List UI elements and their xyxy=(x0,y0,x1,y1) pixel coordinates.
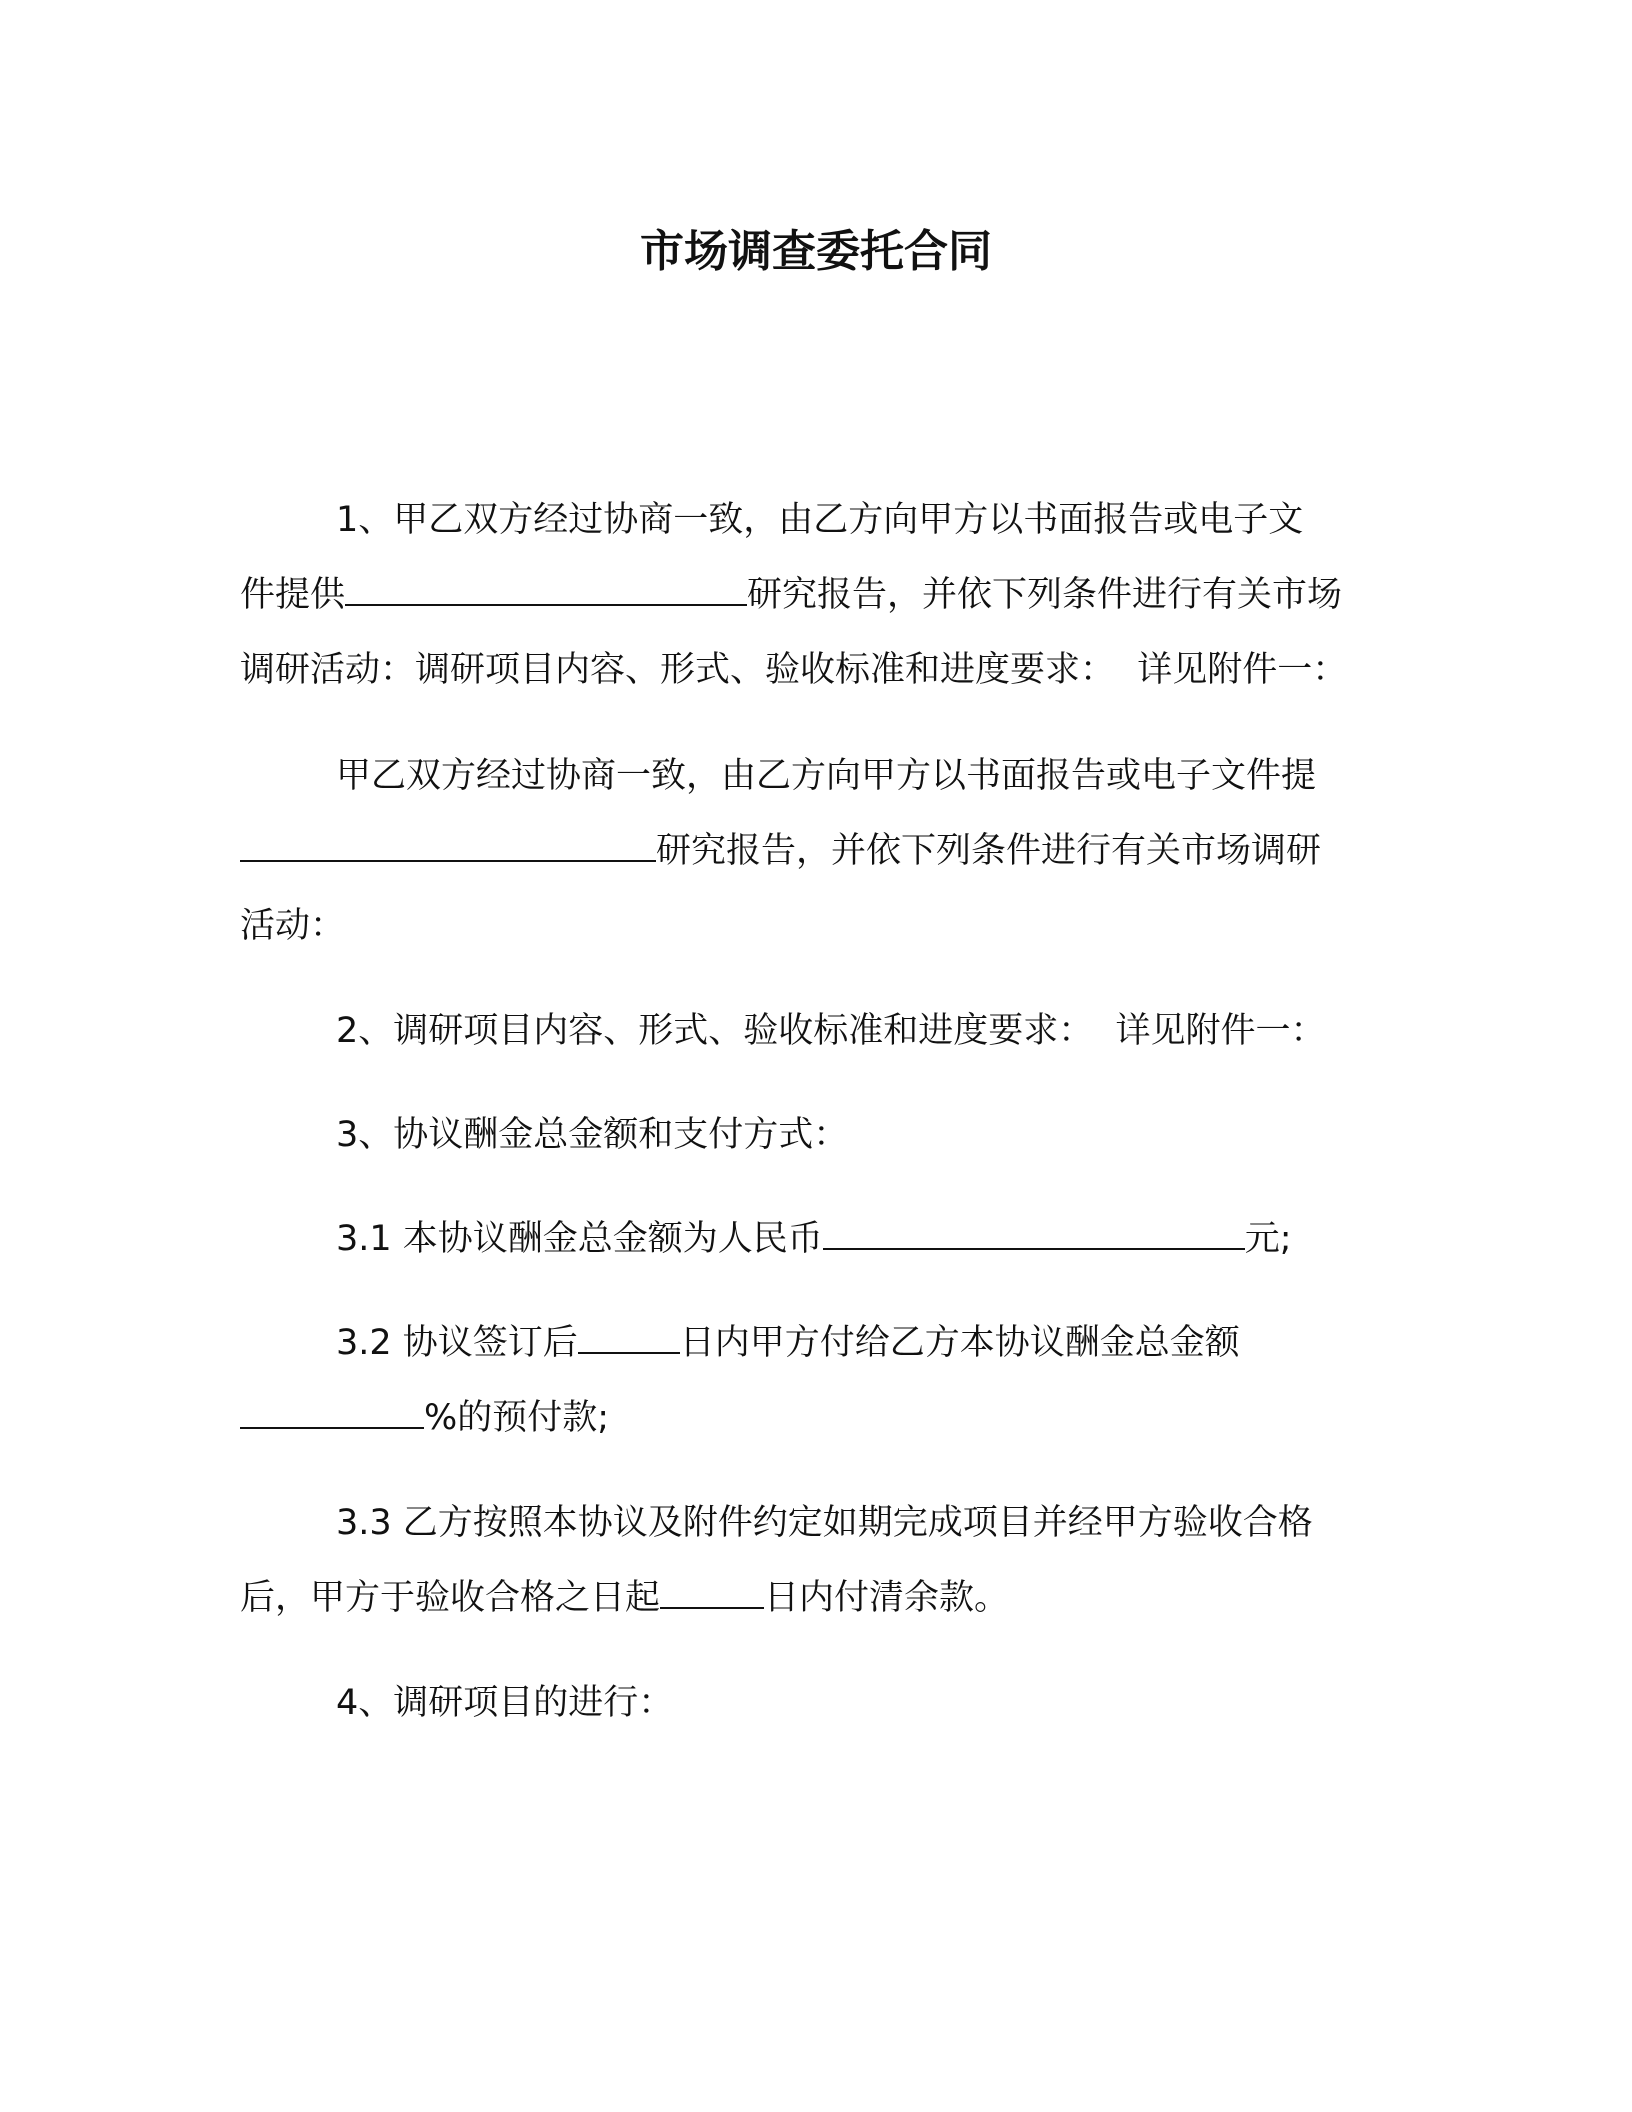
days-blank xyxy=(578,1320,680,1354)
clause-1b-text: 研究报告，并依下列条件进行有关市场调研 xyxy=(656,831,1322,871)
clause-2: 2、调研项目内容、形式、验收标准和进度要求： 详见附件一： xyxy=(336,1011,1326,1051)
clause-3-2-line-2 xyxy=(240,1395,609,1441)
clause-1b-line-2 xyxy=(240,828,1321,874)
clause-1b-line-3: 活动： xyxy=(240,906,346,946)
clause-3-2-text-c: %的预付款; xyxy=(424,1398,610,1438)
clause-1-line-1: 1、甲乙双方经过协商一致，由乙方向甲方以书面报告或电子文 xyxy=(336,500,1304,540)
report-name-blank xyxy=(345,572,747,606)
clause-3-3-line-1: 3.3 乙方按照本协议及附件约定如期完成项目并经甲方验收合格 xyxy=(336,1503,1313,1543)
clause-3-1-text-b: 元; xyxy=(1244,1219,1292,1259)
clause-3-3-line-2 xyxy=(240,1575,1009,1621)
clause-3-1-text-a: 3.1 本协议酬金总金额为人民币 xyxy=(336,1219,823,1259)
clause-3-3-text-b: 日内付清余款。 xyxy=(764,1578,1010,1618)
clause-1-text-b: 研究报告，并依下列条件进行有关市场 xyxy=(747,575,1343,615)
clause-1b-line-1: 甲乙双方经过协商一致，由乙方向甲方以书面报告或电子文件提 xyxy=(336,756,1317,796)
clause-3-2-line-1 xyxy=(336,1320,1240,1366)
balance-days-blank xyxy=(660,1575,764,1609)
clause-3-2-text-a: 3.2 协议签订后 xyxy=(336,1323,578,1363)
clause-3-1 xyxy=(336,1216,1292,1262)
clause-1-line-2 xyxy=(240,572,1342,618)
document-title: 市场调查委托合同 xyxy=(640,226,992,277)
report-name-blank-2 xyxy=(240,828,656,862)
clause-1-text-a: 件提供 xyxy=(240,575,346,615)
amount-blank xyxy=(823,1216,1245,1250)
percent-blank xyxy=(240,1395,424,1429)
clause-3-2-text-b: 日内甲方付给乙方本协议酬金总金额 xyxy=(679,1323,1240,1363)
clause-1-line-3: 调研活动：调研项目内容、形式、验收标准和进度要求： 详见附件一： xyxy=(240,650,1348,690)
clause-4: 4、调研项目的进行： xyxy=(336,1683,674,1723)
clause-3: 3、协议酬金总金额和支付方式： xyxy=(336,1115,849,1155)
clause-3-3-text-a: 后，甲方于验收合格之日起 xyxy=(240,1578,661,1618)
